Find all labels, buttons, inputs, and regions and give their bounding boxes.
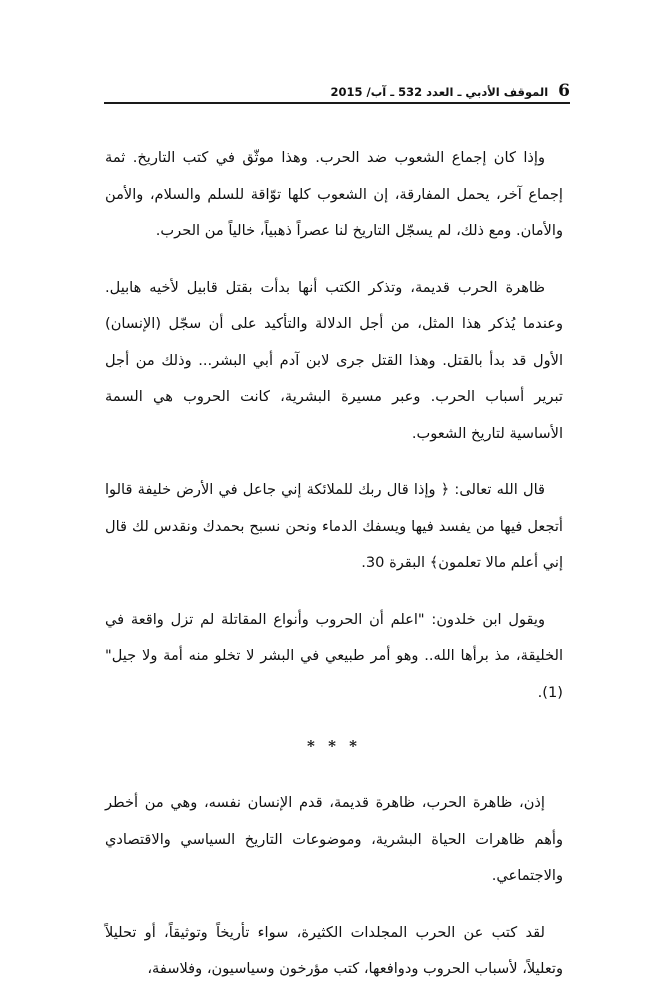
paragraph-ibn-khaldun: ويقول ابن خلدون: "اعلم أن الحروب وأنواع المقاتلة لم تزل واقعة في الخليقة، مذ برأها الله.. وهو أمر طبيعي في البشر لا تخلو منه أمة ولا جيل"(1). [105, 610, 563, 701]
page-header [104, 76, 570, 104]
section-separator: * * * [307, 737, 361, 755]
paragraph-consensus: وإذا كان إجماع الشعوب ضد الحرب. وهذا موثّق في كتب التاريخ. ثمة إجماع آخر، يحمل المفارقة، إن الشعوب كلها توّاقة للسلم والسلام، والأمن والأمان. ومع ذلك، لم يسجّل التاريخ لنا عصراً ذهبياً، خالياً من الحرب. [105, 149, 563, 239]
paragraph-conclusion: إذن، ظاهرة الحرب، ظاهرة قديمة، قدم الإنسان نفسه، وهي من أخطر وأهم ظاهرات الحياة البشرية، وموضوعات التاريخ السياسي والاقتصادي والاجتماعي. [105, 794, 563, 884]
paragraph-quran-quote: قال الله تعالى: ﴿ وإذا قال ربك للملائكة إني جاعل في الأرض خليفة قالوا أتجعل فيها من يفسد فيها ويسفك الدماء ونحن نسبح بحمدك ونقدس لك قال إني أعلم مالا تعلمون﴾ البقرة 30. [105, 481, 563, 571]
page-number: 6 [558, 81, 570, 101]
paragraph-ancient-phenomenon: ظاهرة الحرب قديمة، وتذكر الكتب أنها بدأت بقتل قابيل لأخيه هابيل. وعندما يُذكر هذا المثل، من أجل الدلالة والتأكيد على أن سجّل (الإنسان) الأول قد بدأ بالقتل. وهذا القتل جرى لابن آدم أبي البشر... وذلك من أجل تبرير أسباب الحرب. وعبر مسيرة البشرية، كانت الحروب هي السمة الأساسية لتاريخ الشعوب. [105, 278, 563, 442]
running-head: الموقف الأدبي ـ العدد 532 ـ آب/ 2015 [330, 85, 549, 99]
article-body [105, 140, 563, 1008]
paragraph-literature: لقد كتب عن الحرب المجلدات الكثيرة، سواء تأريخاً وتوثيقاً، أو تحليلاً وتعليلاً، لأسباب الحروب ودوافعها، كتب مؤرخون وسياسيون، وفلاسفة، [105, 923, 563, 977]
